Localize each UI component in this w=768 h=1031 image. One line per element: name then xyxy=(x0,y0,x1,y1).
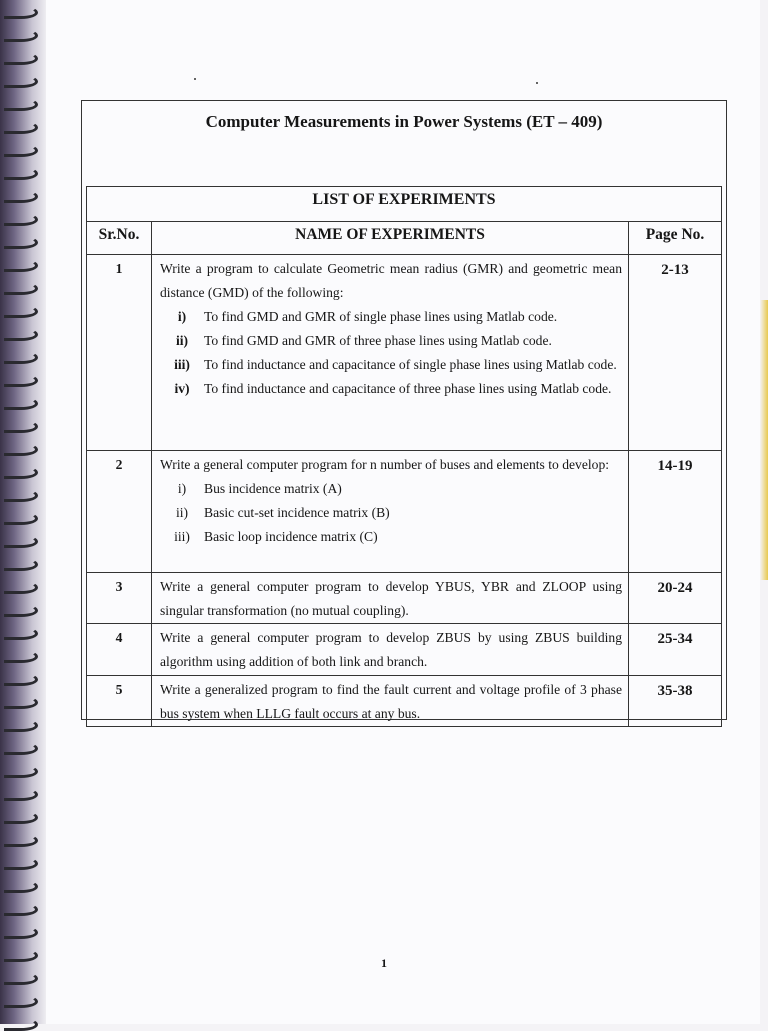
sub-item xyxy=(160,477,622,501)
binding-coil xyxy=(4,29,38,42)
experiment-intro: Write a program to calculate Geometric mean radius (GMR) and geometric mean distance (GMD) of the following: xyxy=(160,261,622,300)
binding-coil xyxy=(4,880,38,893)
experiment-row xyxy=(87,451,722,573)
binding-coil xyxy=(4,144,38,157)
binding-coil xyxy=(4,834,38,847)
binding-coil xyxy=(4,282,38,295)
page-range: 35-38 xyxy=(629,676,722,727)
experiment-row xyxy=(87,573,722,624)
sub-item-numeral: ii) xyxy=(175,505,189,520)
binding-coil xyxy=(4,995,38,1008)
binding-coil xyxy=(4,121,38,134)
sub-item xyxy=(160,501,622,525)
binding-coil xyxy=(4,167,38,180)
list-title-row xyxy=(87,187,722,222)
course-title: Computer Measurements in Power Systems (ET – 409) xyxy=(205,112,603,131)
binding-coil xyxy=(4,742,38,755)
binding-coil xyxy=(4,788,38,801)
experiment-description: Write a general computer program to develop YBUS, YBR and ZLOOP using singular transformation (no mutual coupling). xyxy=(152,573,629,624)
binding-coil xyxy=(4,972,38,985)
page-header: Page No. xyxy=(629,222,722,255)
name-header: NAME OF EXPERIMENTS xyxy=(152,222,629,255)
binding-coil xyxy=(4,397,38,410)
speck xyxy=(536,82,538,84)
page-range: 20-24 xyxy=(629,573,722,624)
sub-item-text: Basic cut-set incidence matrix (B) xyxy=(204,505,390,520)
binding-coil xyxy=(4,903,38,916)
experiment-description xyxy=(152,255,629,451)
binding-coil xyxy=(4,558,38,571)
sub-item-numeral: ii) xyxy=(175,333,189,348)
binding-coil xyxy=(4,650,38,663)
sub-item-numeral: iii) xyxy=(174,357,190,372)
header-row xyxy=(87,222,722,255)
binding-coil xyxy=(4,512,38,525)
experiment-number: 1 xyxy=(87,255,152,451)
binding-coil xyxy=(4,627,38,640)
binding-coil xyxy=(4,535,38,548)
binding-coil xyxy=(4,926,38,939)
list-title: LIST OF EXPERIMENTS xyxy=(87,187,722,222)
binding-coil xyxy=(4,420,38,433)
binding-coil xyxy=(4,75,38,88)
binding-coil xyxy=(4,98,38,111)
sub-item-text: To find inductance and capacitance of three phase lines using Matlab code. xyxy=(204,381,612,396)
experiment-description xyxy=(152,451,629,573)
page-range: 25-34 xyxy=(629,624,722,676)
binding-coil xyxy=(4,52,38,65)
sub-item-text: To find GMD and GMR of single phase lines using Matlab code. xyxy=(204,309,558,324)
sub-item-numeral: iii) xyxy=(174,529,190,544)
page-range: 14-19 xyxy=(629,451,722,573)
binding-coil xyxy=(4,765,38,778)
experiments-table xyxy=(86,186,722,727)
page-number: 1 xyxy=(381,956,387,970)
spiral-binding xyxy=(0,0,46,1024)
sub-item-numeral: iv) xyxy=(174,381,190,396)
page-edge-shadow xyxy=(760,300,768,580)
binding-coil xyxy=(4,1018,38,1031)
binding-coil xyxy=(4,811,38,824)
binding-coil xyxy=(4,581,38,594)
binding-coil xyxy=(4,6,38,19)
sub-item xyxy=(160,525,622,549)
binding-coil xyxy=(4,328,38,341)
experiment-number: 5 xyxy=(87,676,152,727)
binding-coil xyxy=(4,259,38,272)
experiment-row xyxy=(87,255,722,451)
binding-coil xyxy=(4,673,38,686)
sub-item-numeral: i) xyxy=(177,481,187,496)
experiment-description: Write a generalized program to find the fault current and voltage profile of 3 phase bus system when LLLG fault occurs at any bus. xyxy=(152,676,629,727)
binding-coil xyxy=(4,443,38,456)
experiment-number: 4 xyxy=(87,624,152,676)
binding-coil xyxy=(4,719,38,732)
sub-item-text: To find GMD and GMR of three phase lines using Matlab code. xyxy=(204,333,552,348)
binding-coil xyxy=(4,374,38,387)
binding-coil xyxy=(4,857,38,870)
binding-coil xyxy=(4,305,38,318)
srno-header: Sr.No. xyxy=(87,222,152,255)
experiment-description: Write a general computer program to develop ZBUS by using ZBUS building algorithm using addition of both link and branch. xyxy=(152,624,629,676)
binding-coil xyxy=(4,213,38,226)
binding-coil xyxy=(4,604,38,617)
sub-item-numeral: i) xyxy=(177,309,187,324)
experiment-row xyxy=(87,624,722,676)
binding-coil xyxy=(4,236,38,249)
sub-item xyxy=(160,353,622,377)
experiment-intro: Write a general computer program for n number of buses and elements to develop: xyxy=(160,457,610,472)
sub-item xyxy=(160,329,622,353)
speck xyxy=(194,78,196,80)
sub-item xyxy=(160,305,622,329)
binding-coil xyxy=(4,466,38,479)
experiment-number: 3 xyxy=(87,573,152,624)
binding-coil xyxy=(4,190,38,203)
sub-item xyxy=(160,377,622,401)
binding-coil xyxy=(4,696,38,709)
page-range: 2-13 xyxy=(629,255,722,451)
experiment-number: 2 xyxy=(87,451,152,573)
binding-coil xyxy=(4,489,38,502)
binding-coil xyxy=(4,351,38,364)
experiment-row xyxy=(87,676,722,727)
sub-item-text: Basic loop incidence matrix (C) xyxy=(204,529,378,544)
sub-item-text: Bus incidence matrix (A) xyxy=(204,481,342,496)
sub-item-text: To find inductance and capacitance of single phase lines using Matlab code. xyxy=(204,357,617,372)
